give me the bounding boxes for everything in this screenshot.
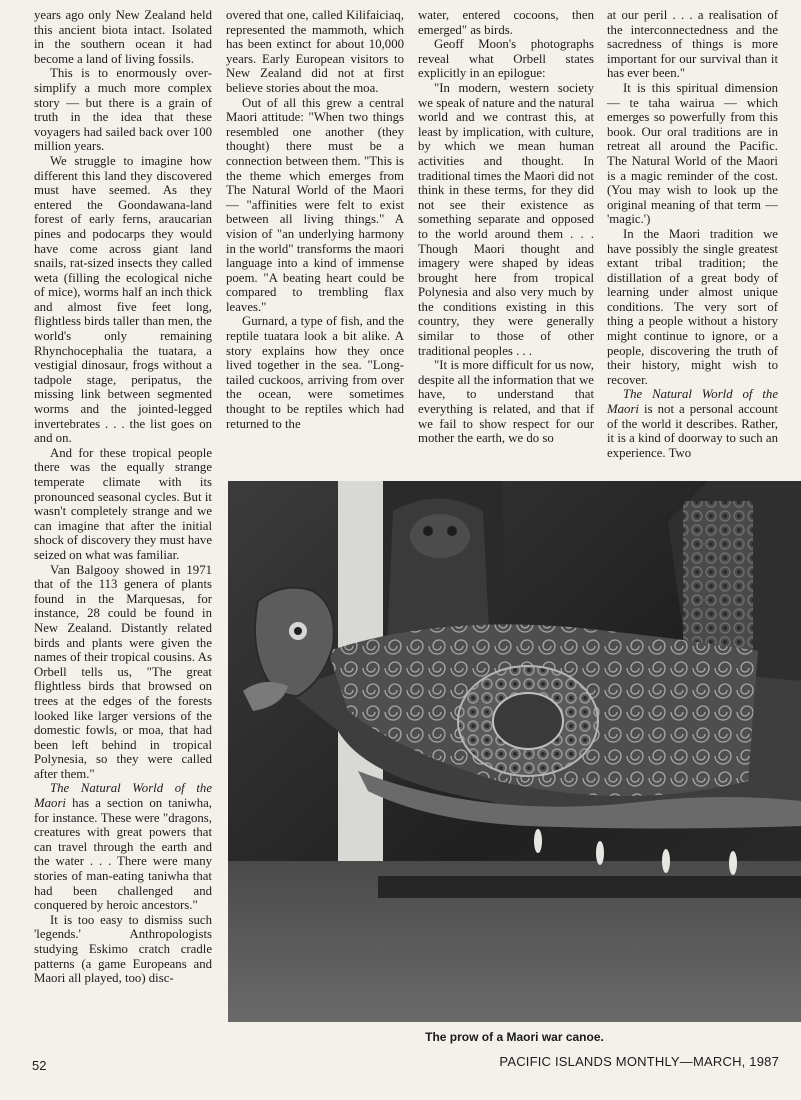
page-number: 52 [32, 1058, 47, 1073]
paragraph: Van Balgooy showed in 1971 that of the 113 genera of plants found in the Marquesas, for instance, 28 could be found in New Zealand. Distantly related birds and plants were given the names of their tropical cousins. As Orbell tells us, "The great flightless birds that browsed on trees at the edges of the forests looked like larger versions of the domestic fowls, or moa, that had been left behind in tropical Polynesia, so they were called after them." [34, 562, 212, 781]
paragraph [607, 387, 778, 460]
paragraph: at our peril . . . a realisation of the interconnectedness and the sacredness of things is more important for our survival than it has ever been." [607, 8, 778, 81]
canoe-prow-photo [228, 481, 801, 1022]
photo-caption: The prow of a Maori war canoe. [425, 1030, 604, 1044]
paragraph-text: has a section on taniwha, for instance. These were "dragons, creatures with great powers that can travel through the earth and the water . . . There were many stories of man-eating taniwha that had been challenged and conquered by heroic ancestors." [34, 796, 212, 913]
paragraph: overed that one, called Kilifaiciaq, represented the mammoth, which has been extinct for about 10,000 years. Early European visitors to New Zealand did not at first believe stories about the moa. [226, 8, 404, 95]
paragraph: Gurnard, a type of fish, and the reptile tuatara look a bit alike. A story explains how they once lived together in the sea. "Long-tailed cuckoos, arriving from over the ocean, were sometimes thought to be reptiles which had returned to the [226, 314, 404, 431]
article-column-1 [34, 8, 212, 986]
article-column-2 [226, 8, 404, 431]
paragraph: Geoff Moon's photographs reveal what Orbell states explicitly in an epilogue: [418, 37, 594, 81]
paragraph: "In modern, western society we speak of nature and the natural world and we contrast this, at least by implication, with culture, by which we mean human activities and thought. In traditional times the Maori did not think in these terms, for they did not see their existence as something separate and opposed to the world around them . . . Though Maori thought and imagery were shaped by ideas brought here from tropical Polynesia and also very much by the conditions existing in this country, they were generally similar to those of other traditional peoples . . . [418, 80, 594, 358]
paragraph: This is to enormously over-simplify a much more complex story — but there is a grain of truth in the idea that these voyagers had sailed back over 100 million years. [34, 66, 212, 154]
book-title: The Natural World of the Maori [607, 387, 778, 417]
footer-publication: PACIFIC ISLANDS MONTHLY—MARCH, 1987 [499, 1054, 779, 1069]
paragraph: It is this spiritual dimension — te taha wairua — which emerges so powerfully from this book. Our oral traditions are in retreat all around the Pacific. The Natural World of the Maori is a magic reminder of the cost. (You may wish to look up the original meaning of that term — 'magic.') [607, 80, 778, 227]
paragraph: years ago only New Zealand held this ancient biota intact. Isolated in the southern ocean it had become a land of living fossils. [34, 8, 212, 66]
paragraph: In the Maori tradition we have possibly the single greatest extant tribal tradition; the distillation of a great body of learning under almost unique conditions. The very sort of thing a people without a history might continue to ignore, or a people, discovering the truth of their history, might wish to recover. [607, 226, 778, 387]
paragraph: Out of all this grew a central Maori attitude: "When two things resembled one another (they thought) there must be a connection between them. "This is the theme which emerges from The Natural World of the Maori — "affinities were felt to exist between all living things." A vision of "an underlying harmony in the world" transforms the maori language into a kind of immense poem. "A beating heart could be compared to trembling flax leaves." [226, 95, 404, 314]
paragraph-text: is not a personal account of the world it describes. Rather, it is a kind of doorway to such an experience. Two [607, 402, 778, 460]
paragraph: We struggle to imagine how different this land they discovered must have seemed. As they entered the Goondawana-land forest of early ferns, araucarian pines and podocarps they would have come across giant land snails, rat-sized insects they called weta (filling the ecological niche of mice), worms half an inch thick and almost five feet long, flightless birds taller than men, the world's only remaining Rhynchocephalia the tuatara, a vestigial dinosaur, frogs without a tadpole stage, peripatus, the missing link between segmented worms and the jointed-legged invertebrates . . . the list goes on and on. [34, 153, 212, 446]
paragraph: It is too easy to dismiss such 'legends.' Anthropologists studying Eskimo cratch cradle patterns (a game Europeans and Maori all played, too) disc- [34, 912, 212, 986]
paragraph: And for these tropical people there was the equally strange temperate climate with its pronounced seasonal cycles. But it wasn't completely strange and we can imagine that after the initial shock of discovery they must have seized on what was familiar. [34, 445, 212, 562]
paragraph: "It is more difficult for us now, despite all the information that we have, to understand that everything is related, and that if we fail to show respect for our mother the earth, we do so [418, 358, 594, 446]
paragraph [34, 781, 212, 912]
paragraph: water, entered cocoons, then emerged" as birds. [418, 8, 594, 37]
article-column-3 [418, 8, 594, 446]
article-column-4 [607, 8, 778, 460]
book-title: The Natural World of the Maori [34, 781, 212, 811]
